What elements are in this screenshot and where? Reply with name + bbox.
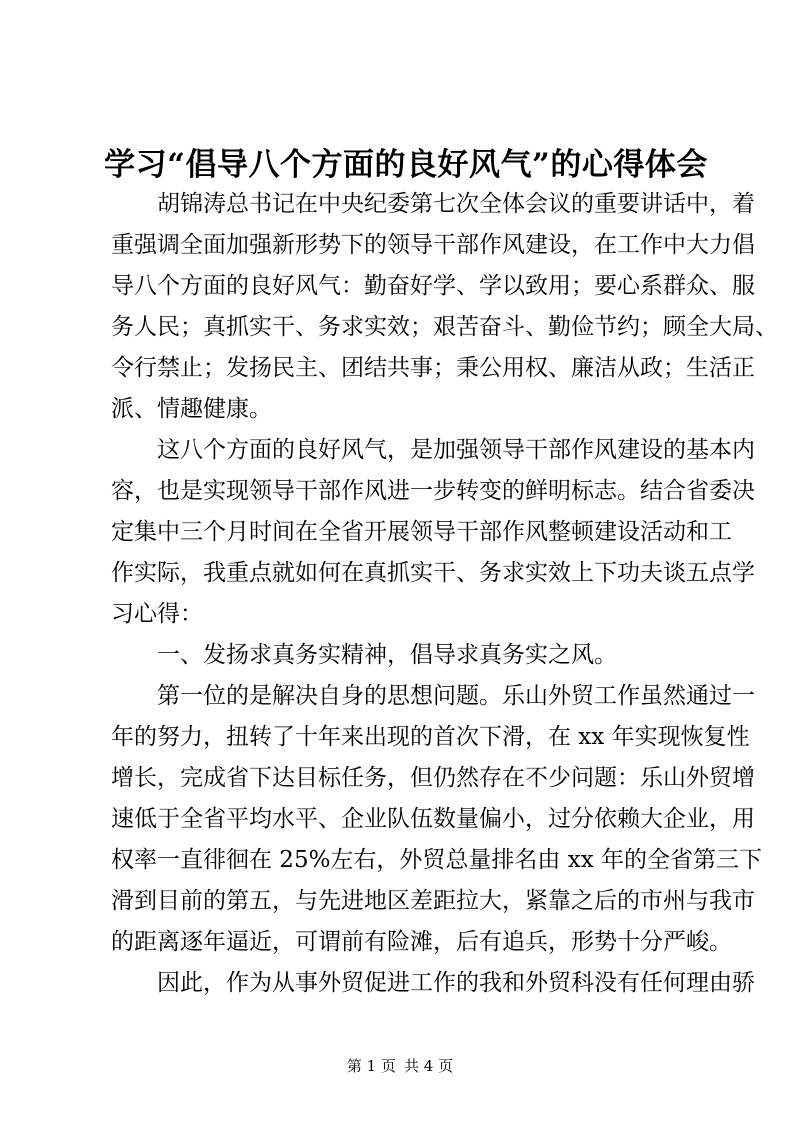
text-line: 作实际，我重点就如何在真抓实干、务求实效上下功夫谈五点学 <box>111 560 755 586</box>
paragraph <box>111 963 755 1004</box>
text-line: 胡锦涛总书记在中央纪委第七次全体会议的重要讲话中，着 <box>157 191 755 217</box>
page-number: 第 1 页 <box>346 1057 396 1075</box>
document-title: 学习“倡导八个方面的良好风气”的心得体会 <box>104 147 708 183</box>
section-heading <box>111 635 689 676</box>
text-line: 速低于全省平均水平、企业队伍数量偏小，过分依赖大企业，用 <box>111 806 755 832</box>
paragraph <box>111 676 762 963</box>
text-line: 的距离逐年逼近，可谓前有险滩，后有追兵，形势十分严峻。 <box>111 929 732 955</box>
page-footer <box>0 1055 800 1076</box>
paragraph <box>111 430 755 635</box>
text-line: 因此，作为从事外贸促进工作的我和外贸科没有任何理由骄 <box>157 970 755 996</box>
text-line: 重强调全面加强新形势下的领导干部作风建设，在工作中大力倡 <box>111 232 755 258</box>
text-line: 令行禁止；发扬民主、团结共事；秉公用权、廉洁从政；生活正 <box>111 355 755 381</box>
text-line: 权率一直徘徊在 25%左右，外贸总量排名由 xx 年的全省第三下 <box>111 847 762 873</box>
text-line: 导八个方面的良好风气：勤奋好学、学以致用；要心系群众、服 <box>111 273 755 299</box>
text-line: 一、发扬求真务实精神，倡导求真务实之风。 <box>157 642 617 668</box>
text-line: 定集中三个月时间在全省开展领导干部作风整顿建设活动和工 <box>111 519 732 545</box>
text-line: 派、情趣健康。 <box>111 396 272 422</box>
text-line: 第一位的是解决自身的思想问题。乐山外贸工作虽然通过一 <box>157 683 755 709</box>
text-line: 滑到目前的第五，与先进地区差距拉大，紧靠之后的市州与我市 <box>111 888 755 914</box>
text-line: 年的努力，扭转了十年来出现的首次下滑，在 xx 年实现恢复性 <box>111 724 750 750</box>
text-line: 容，也是实现领导干部作风进一步转变的鲜明标志。结合省委决 <box>111 478 755 504</box>
page-total: 共 4 页 <box>404 1057 454 1075</box>
paragraph <box>111 184 778 430</box>
text-line: 这八个方面的良好风气，是加强领导干部作风建设的基本内 <box>157 437 755 463</box>
text-line: 习心得： <box>111 601 203 627</box>
document-body <box>111 184 778 1004</box>
text-line: 增长，完成省下达目标任务，但仍然存在不少问题：乐山外贸增 <box>111 765 755 791</box>
text-line: 务人民；真抓实干、务求实效；艰苦奋斗、勤俭节约；顾全大局、 <box>111 314 778 340</box>
